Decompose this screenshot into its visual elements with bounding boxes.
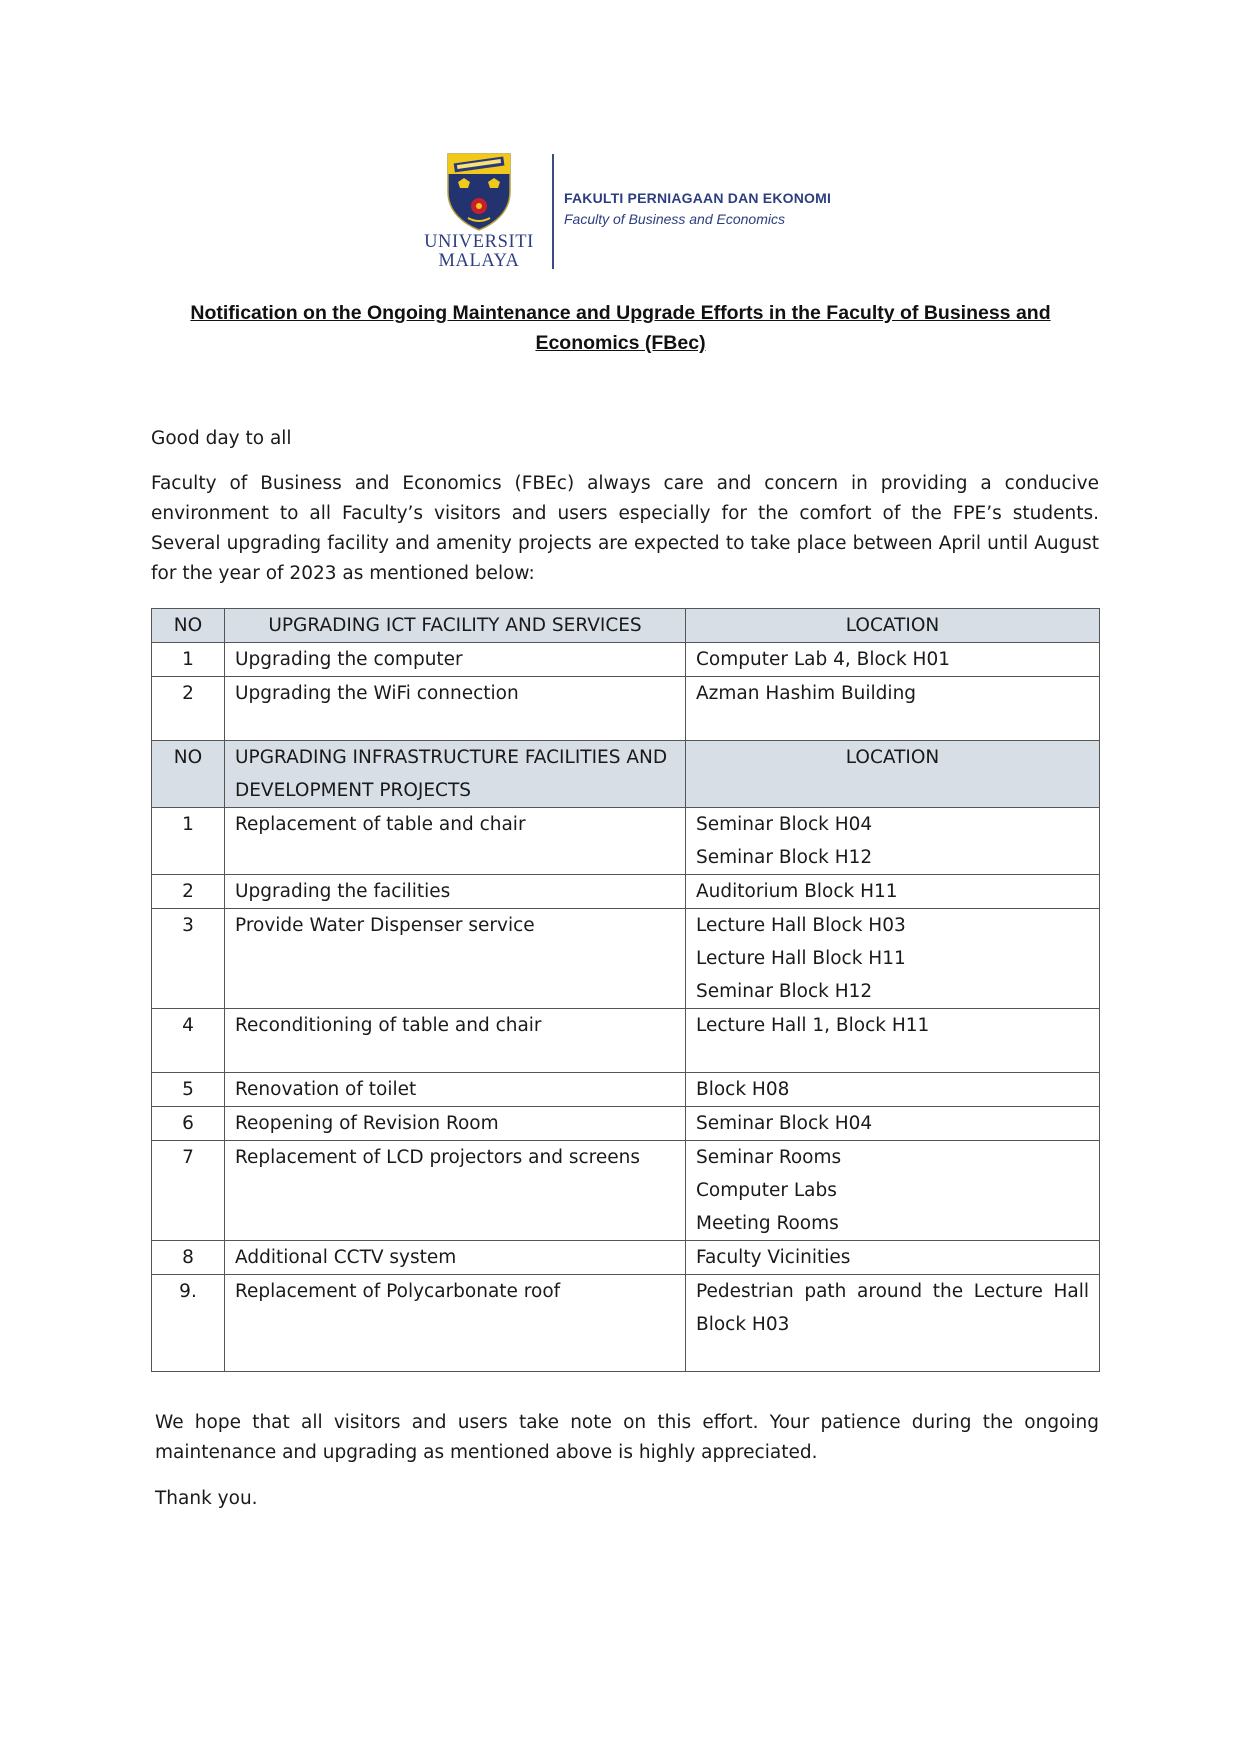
intro-paragraph: Faculty of Business and Economics (FBEc) always care and concern in providing a conducive environment to all Faculty’s visitors and users especially for the comfort of the FPE’s students. Several upgrading facility and amenity projects are expected to take place between April until August for the year of 2023 as mentioned below:: [151, 473, 1099, 584]
location-line: Seminar Rooms: [696, 1147, 842, 1168]
header-location: LOCATION: [686, 741, 1100, 808]
row-location: [686, 875, 1100, 909]
row-no: 4: [152, 1009, 225, 1073]
row-no: 5: [152, 1073, 225, 1107]
row-item: Upgrading the computer: [225, 643, 686, 677]
header-location: LOCATION: [686, 609, 1100, 643]
row-location: [686, 1107, 1100, 1141]
row-location: [686, 1073, 1100, 1107]
row-location: [686, 909, 1100, 1009]
row-item: Replacement of LCD projectors and screens: [225, 1141, 686, 1241]
row-no: 1: [152, 808, 225, 875]
row-location: Pedestrian path around the Lecture Hall Block H03: [686, 1275, 1100, 1372]
row-no: 6: [152, 1107, 225, 1141]
row-item: Replacement of table and chair: [225, 808, 686, 875]
location-line: Auditorium Block H11: [696, 881, 898, 902]
table-row: [152, 643, 1100, 677]
row-location: [686, 1009, 1100, 1073]
location-line: Seminar Block H12: [696, 981, 873, 1002]
header-infra-item: UPGRADING INFRASTRUCTURE FACILITIES AND DEVELOPMENT PROJECTS: [225, 741, 686, 808]
faculty-name-english: Faculty of Business and Economics: [564, 211, 785, 227]
row-no: 2: [152, 875, 225, 909]
row-no: 2: [152, 677, 225, 741]
row-no: 7: [152, 1141, 225, 1241]
row-item: Upgrading the facilities: [225, 875, 686, 909]
location-line: Seminar Block H04: [696, 814, 873, 835]
table-row: [152, 1073, 1100, 1107]
row-no: 1: [152, 643, 225, 677]
location-line: Computer Labs: [696, 1180, 837, 1201]
closing-paragraph: We hope that all visitors and users take note on this effort. Your patience during the ongoing maintenance and upgrading as mentioned above is highly appreciated.: [155, 1412, 1099, 1463]
university-crest-logo: [446, 152, 512, 232]
table-row: [152, 1241, 1100, 1275]
row-no: 8: [152, 1241, 225, 1275]
header-no: NO: [152, 609, 225, 643]
location-line: Faculty Vicinities: [696, 1247, 851, 1268]
university-name-line2: MALAYA: [438, 251, 520, 271]
location-line: Meeting Rooms: [696, 1213, 839, 1234]
row-item: Reopening of Revision Room: [225, 1107, 686, 1141]
row-location: [686, 1241, 1100, 1275]
row-location: [686, 808, 1100, 875]
location-line: Lecture Hall Block H03: [696, 915, 906, 936]
row-location: [686, 643, 1100, 677]
row-item: Additional CCTV system: [225, 1241, 686, 1275]
thank-you: Thank you.: [155, 1488, 258, 1509]
letterhead: [0, 150, 1241, 275]
ict-header-row: [152, 609, 1100, 643]
location-line: Lecture Hall 1, Block H11: [696, 1015, 930, 1036]
row-location: [686, 1141, 1100, 1241]
location-line: Seminar Block H04: [696, 1113, 873, 1134]
faculty-name-malay: FAKULTI PERNIAGAAN DAN EKONOMI: [564, 190, 832, 206]
infra-header-row: [152, 741, 1100, 808]
location-line: Block H08: [696, 1079, 790, 1100]
table-row: [152, 1107, 1100, 1141]
row-item: Upgrading the WiFi connection: [225, 677, 686, 741]
location-line: Computer Lab 4, Block H01: [696, 649, 951, 670]
letterhead-divider: [552, 154, 554, 269]
table-row: [152, 1141, 1100, 1241]
header-ict-item: UPGRADING ICT FACILITY AND SERVICES: [225, 609, 686, 643]
header-no: NO: [152, 741, 225, 808]
row-no: 3: [152, 909, 225, 1009]
greeting: Good day to all: [151, 428, 292, 449]
university-name-line1: UNIVERSITI: [424, 232, 534, 252]
table-row: [152, 1009, 1100, 1073]
table-row: [152, 808, 1100, 875]
table-row: [152, 1275, 1100, 1372]
row-item: Renovation of toilet: [225, 1073, 686, 1107]
location-line: Lecture Hall Block H11: [696, 948, 906, 969]
location-line: Seminar Block H12: [696, 847, 873, 868]
table-row: [152, 677, 1100, 741]
upgrade-table: [151, 608, 1100, 1372]
table-row: [152, 909, 1100, 1009]
row-no: 9.: [152, 1275, 225, 1372]
notice-title: Notification on the Ongoing Maintenance and Upgrade Efforts in the Faculty of Business and Economics (FBec): [190, 302, 1051, 354]
row-item: Reconditioning of table and chair: [225, 1009, 686, 1073]
row-location: [686, 677, 1100, 741]
row-item: Provide Water Dispenser service: [225, 909, 686, 1009]
table-row: [152, 875, 1100, 909]
row-item: Replacement of Polycarbonate roof: [225, 1275, 686, 1372]
location-line: Azman Hashim Building: [696, 683, 917, 704]
